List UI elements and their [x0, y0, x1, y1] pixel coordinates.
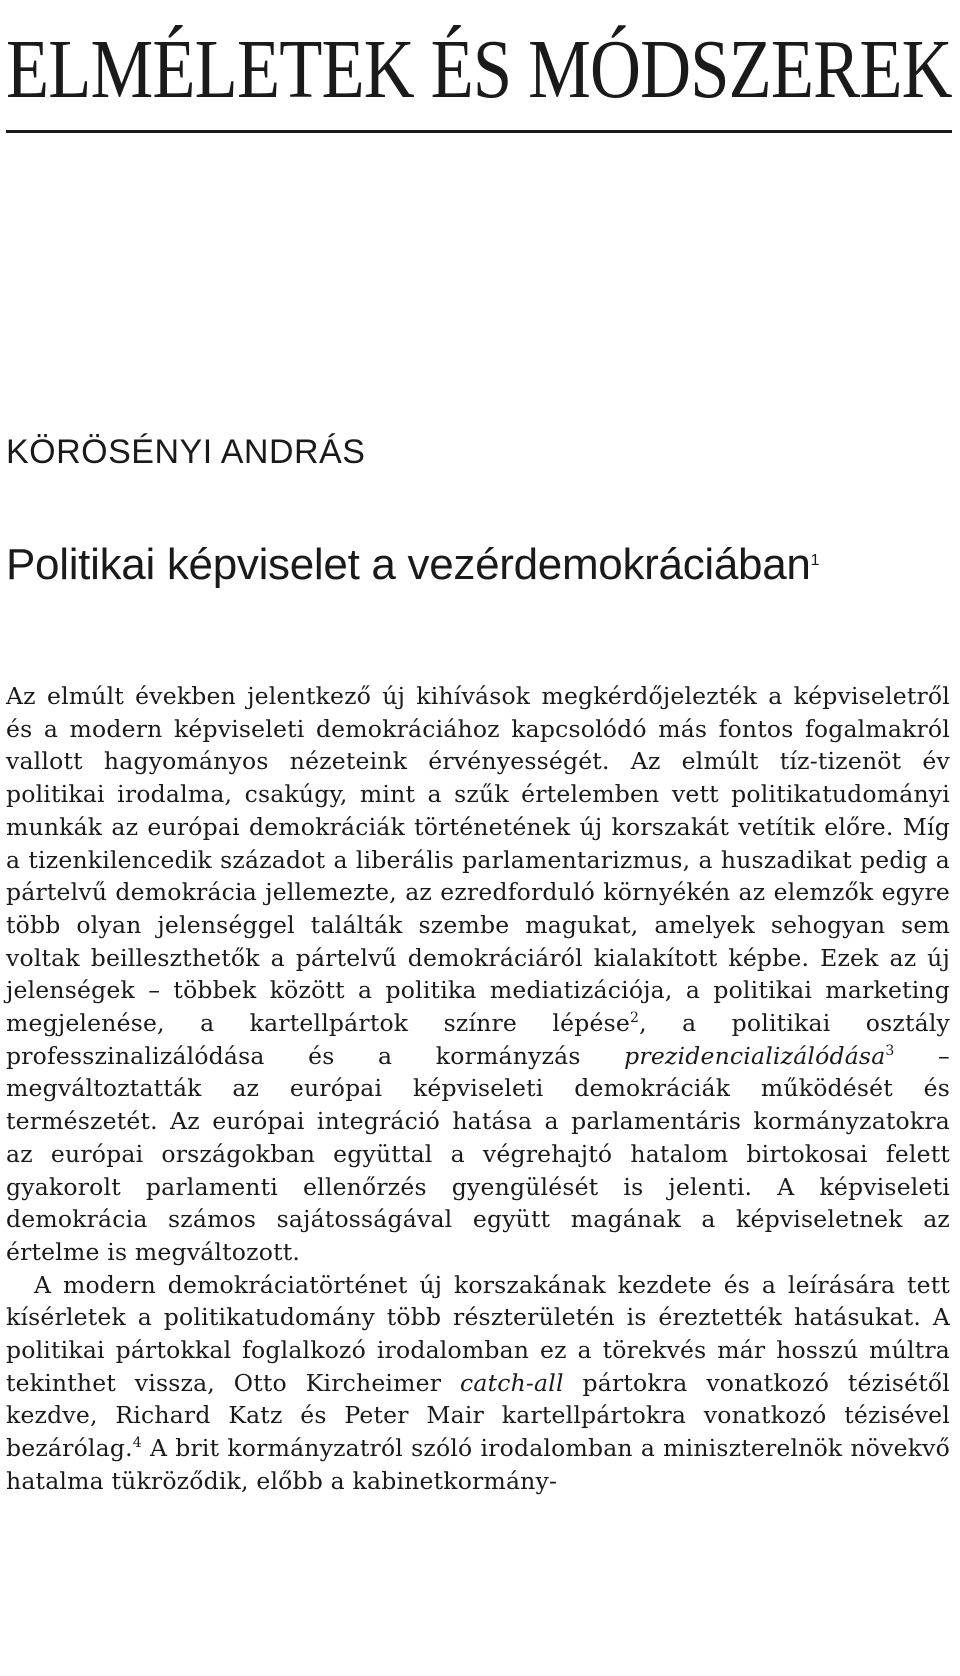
paragraph-2	[6, 1269, 950, 1498]
paragraph-1-text-2: , a politikai osztály professzinalizálódása és a kormányzás	[6, 1009, 951, 1070]
italic-term: catch-all	[460, 1368, 564, 1397]
paragraph-2-text-1: A modern demokráciatörténet új korszakának kezdete és a leírására tett kísérletek a politikatudomány több részterületén is éreztették hatásukat. A politikai pártokkal foglalkozó irodalomban ez a törekvés már hosszú múltra tekinthet vissza, Otto Kircheimer	[6, 1270, 950, 1397]
article-title-text: Politikai képviselet a vezérdemokráciában	[6, 540, 811, 589]
article-title	[6, 532, 906, 593]
paragraph-2-text-3: A brit kormányzatról szóló irodalomban a miniszterelnök növekvő hatalma tükröződik, előbb a kabinetkormány-	[6, 1434, 950, 1495]
paragraph-1-text-3: – megváltoztatták az európai képviseleti demokráciák működését és természetét. Az európai integráció hatása a parlamentáris kormányzatokra az európai országokban együttal a végrehajtó hatalom birtokosai felett gyakorolt parlamenti ellenőrzés gyengülését is jelenti. A képviseleti demokrácia számos sajátosságával együtt magának a képviseletnek az értelme is megváltozott.	[6, 1041, 951, 1266]
footnote-marker: 1	[810, 552, 820, 569]
title-divider	[6, 130, 952, 133]
footnote-marker: 3	[885, 1042, 895, 1059]
paragraph-2-text-2: pártokra vonatkozó tézisétől kezdve, Richard Katz és Peter Mair kartellpártokra vonatkozó tézisével bezárólag.	[6, 1368, 950, 1463]
section-title: ELMÉLETEK ÉS MÓDSZEREK	[6, 23, 952, 116]
italic-term: prezidencializálódása	[624, 1041, 886, 1070]
article-body	[6, 680, 950, 1498]
paragraph-1	[6, 680, 950, 1269]
paragraph-1-text-1: Az elmúlt években jelentkező új kihívások megkérdőjelezték a képviseletről és a modern képviseleti demokráciához kapcsolódó más fontos fogalmakról vallott hagyományos nézeteink érvényességét. Az elmúlt tíz-tizenöt év politikai irodalma, csakúgy, mint a szűk értelemben vett politikatudományi munkák az európai demokráciák történetének új korszakát vetítik előre. Míg a tizenkilencedik századot a liberális parlamentarizmus, a huszadikat pedig a pártelvű demokrácia jellemezte, az ezredforduló környékén az elemzők egyre több olyan jelenséggel találták szembe magukat, amelyek sehogyan sem voltak beilleszthetők a pártelvű demokráciáról kialakított képbe. Ezek az új jelenségek – többek között a politika mediatizációja, a politikai marketing megjelenése, a kartellpártok színre lépése	[6, 682, 950, 1038]
author-name: KÖRÖSÉNYI ANDRÁS	[6, 433, 366, 471]
footnote-marker: 2	[629, 1010, 640, 1027]
footnote-marker: 4	[132, 1435, 142, 1452]
